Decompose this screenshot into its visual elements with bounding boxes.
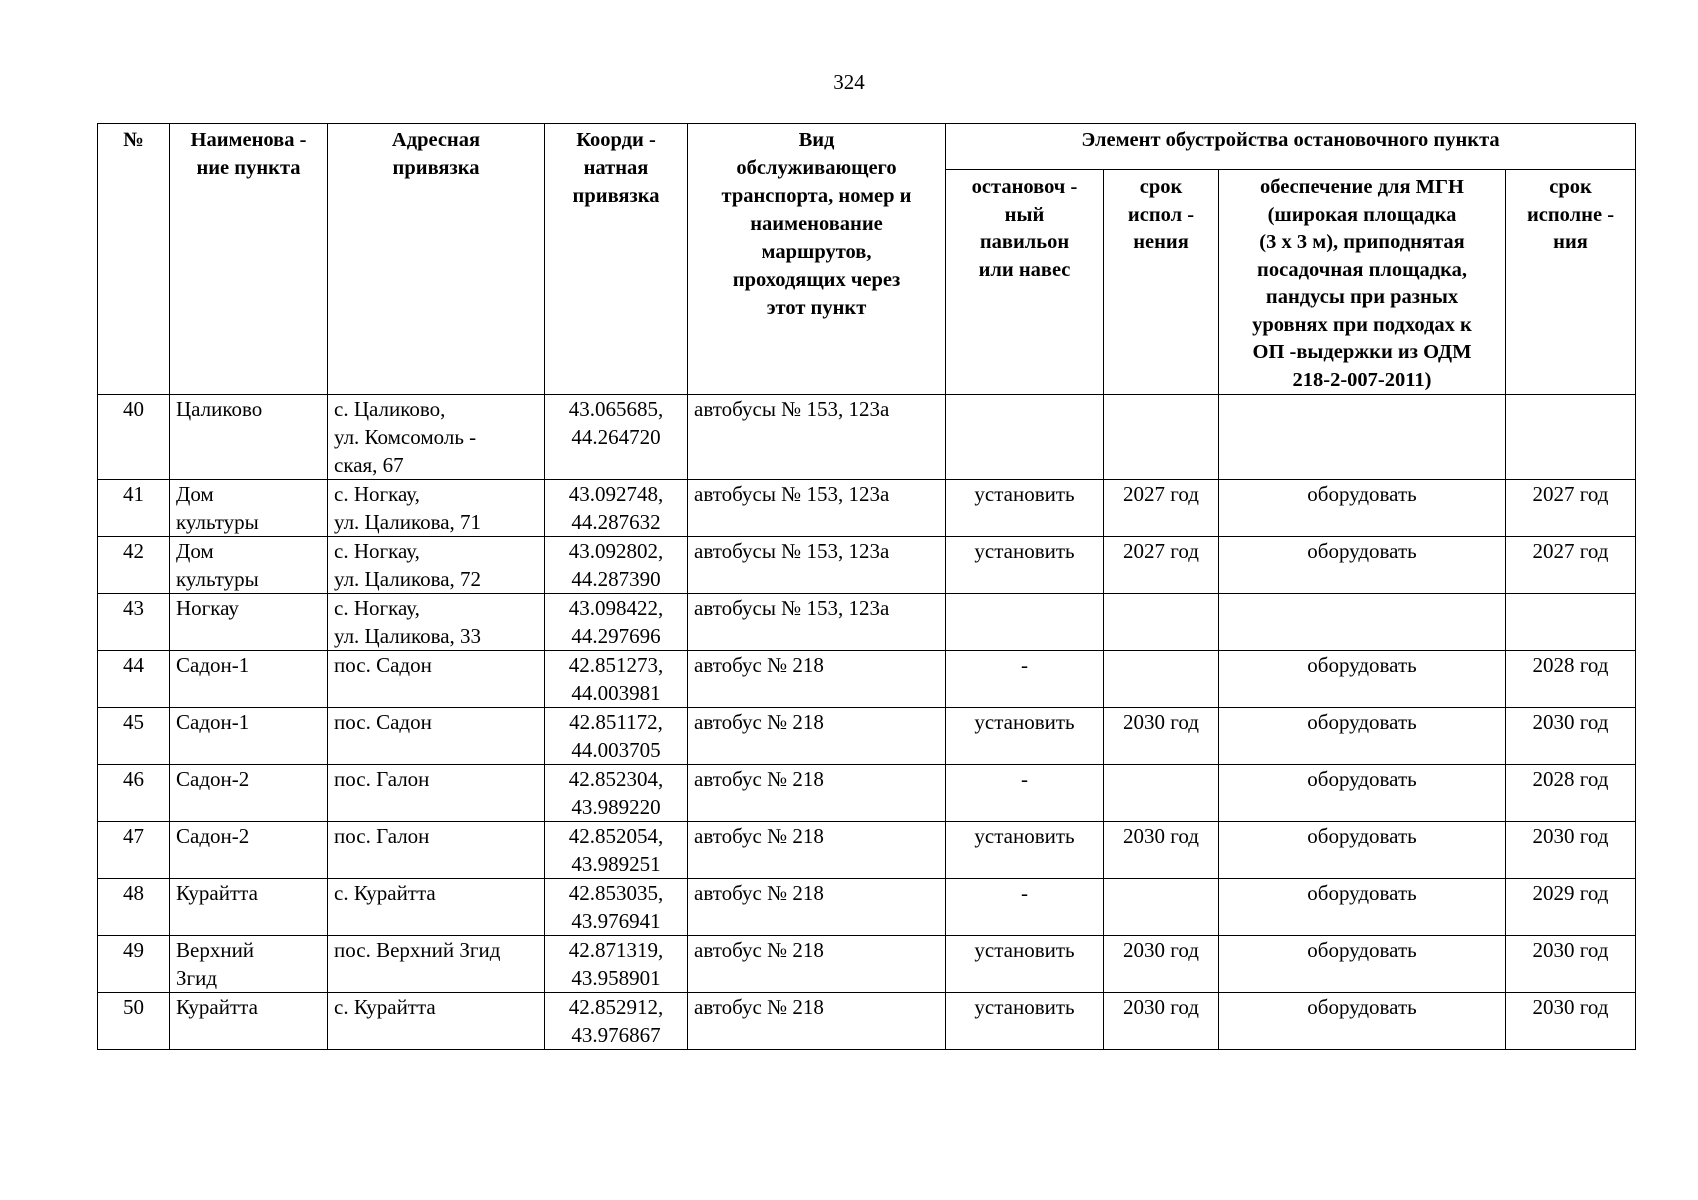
table-row xyxy=(98,594,1636,651)
cell-route: автобус № 218 xyxy=(688,765,946,822)
cell-route: автобусы № 153, 123а xyxy=(688,395,946,480)
cell-route: автобус № 218 xyxy=(688,822,946,879)
cell-num: 50 xyxy=(98,993,170,1050)
cell-address: пос. Галон xyxy=(328,822,545,879)
cell-address: с. Курайтта xyxy=(328,879,545,936)
cell-pavilion: - xyxy=(946,765,1104,822)
cell-name: Дом культуры xyxy=(170,480,328,537)
header-num: № xyxy=(98,124,170,395)
cell-coords: 42.871319, 43.958901 xyxy=(545,936,688,993)
header-term1: срок испол - нения xyxy=(1104,170,1219,395)
cell-route: автобус № 218 xyxy=(688,651,946,708)
cell-term1: 2030 год xyxy=(1104,708,1219,765)
cell-pavilion: установить xyxy=(946,708,1104,765)
cell-term1 xyxy=(1104,395,1219,480)
cell-coords: 42.852304, 43.989220 xyxy=(545,765,688,822)
cell-term1 xyxy=(1104,594,1219,651)
cell-mgn xyxy=(1219,594,1506,651)
cell-name: Садон-1 xyxy=(170,651,328,708)
cell-pavilion: - xyxy=(946,879,1104,936)
table-row xyxy=(98,936,1636,993)
cell-coords: 43.092748, 44.287632 xyxy=(545,480,688,537)
header-name: Наименова - ние пункта xyxy=(170,124,328,395)
page-number: 324 xyxy=(833,70,865,94)
cell-address: пос. Верхний Згид xyxy=(328,936,545,993)
cell-mgn: оборудовать xyxy=(1219,708,1506,765)
cell-coords: 43.065685, 44.264720 xyxy=(545,395,688,480)
cell-num: 47 xyxy=(98,822,170,879)
header-coords: Коорди - натная привязка xyxy=(545,124,688,395)
table-row xyxy=(98,395,1636,480)
header-row-top xyxy=(98,124,1636,170)
cell-pavilion: установить xyxy=(946,936,1104,993)
cell-address: с. Ногкау, ул. Цаликова, 71 xyxy=(328,480,545,537)
cell-coords: 42.852912, 43.976867 xyxy=(545,993,688,1050)
cell-mgn: оборудовать xyxy=(1219,651,1506,708)
cell-num: 41 xyxy=(98,480,170,537)
cell-num: 46 xyxy=(98,765,170,822)
cell-mgn xyxy=(1219,395,1506,480)
table-row xyxy=(98,480,1636,537)
header-pavilion: остановоч - ный павильон или навес xyxy=(946,170,1104,395)
cell-term1: 2030 год xyxy=(1104,822,1219,879)
cell-num: 45 xyxy=(98,708,170,765)
cell-term1: 2030 год xyxy=(1104,993,1219,1050)
cell-term1: 2030 год xyxy=(1104,936,1219,993)
header-mgn: обеспечение для МГН (широкая площадка (3 х 3 м), приподнятая посадочная площадка, пандусы при разных уровнях при подходах к ОП -выдержки из ОДМ 218-2-007-2011) xyxy=(1219,170,1506,395)
cell-pavilion: установить xyxy=(946,822,1104,879)
cell-mgn: оборудовать xyxy=(1219,993,1506,1050)
cell-term2 xyxy=(1506,594,1636,651)
cell-route: автобусы № 153, 123а xyxy=(688,537,946,594)
table-row xyxy=(98,537,1636,594)
table-body xyxy=(98,395,1636,1050)
cell-address: пос. Галон xyxy=(328,765,545,822)
cell-pavilion: установить xyxy=(946,537,1104,594)
cell-name: Курайтта xyxy=(170,879,328,936)
cell-num: 40 xyxy=(98,395,170,480)
cell-num: 48 xyxy=(98,879,170,936)
cell-mgn: оборудовать xyxy=(1219,879,1506,936)
cell-term1: 2027 год xyxy=(1104,480,1219,537)
cell-term1 xyxy=(1104,651,1219,708)
cell-term1: 2027 год xyxy=(1104,537,1219,594)
cell-pavilion xyxy=(946,395,1104,480)
cell-name: Цаликово xyxy=(170,395,328,480)
cell-pavilion xyxy=(946,594,1104,651)
cell-term1 xyxy=(1104,765,1219,822)
cell-mgn: оборудовать xyxy=(1219,936,1506,993)
cell-num: 42 xyxy=(98,537,170,594)
cell-name: Садон-2 xyxy=(170,822,328,879)
cell-term2: 2030 год xyxy=(1506,708,1636,765)
cell-term1 xyxy=(1104,879,1219,936)
cell-pavilion: установить xyxy=(946,993,1104,1050)
cell-name: Верхний Згид xyxy=(170,936,328,993)
header-address: Адресная привязка xyxy=(328,124,545,395)
table-row xyxy=(98,993,1636,1050)
cell-coords: 42.853035, 43.976941 xyxy=(545,879,688,936)
cell-coords: 42.852054, 43.989251 xyxy=(545,822,688,879)
cell-address: с. Ногкау, ул. Цаликова, 72 xyxy=(328,537,545,594)
cell-coords: 42.851172, 44.003705 xyxy=(545,708,688,765)
header-group: Элемент обустройства остановочного пункта xyxy=(946,124,1636,170)
cell-term2 xyxy=(1506,395,1636,480)
cell-address: пос. Садон xyxy=(328,651,545,708)
cell-coords: 42.851273, 44.003981 xyxy=(545,651,688,708)
cell-mgn: оборудовать xyxy=(1219,537,1506,594)
cell-route: автобус № 218 xyxy=(688,993,946,1050)
cell-address: с. Курайтта xyxy=(328,993,545,1050)
header-transport: Вид обслуживающего транспорта, номер и наименование маршрутов, проходящих через этот пункт xyxy=(688,124,946,395)
bus-stops-table xyxy=(97,123,1636,1050)
cell-pavilion: установить xyxy=(946,480,1104,537)
cell-route: автобус № 218 xyxy=(688,708,946,765)
cell-name: Курайтта xyxy=(170,993,328,1050)
cell-address: пос. Садон xyxy=(328,708,545,765)
cell-name: Садон-2 xyxy=(170,765,328,822)
cell-route: автобус № 218 xyxy=(688,879,946,936)
cell-term2: 2028 год xyxy=(1506,765,1636,822)
cell-coords: 43.098422, 44.297696 xyxy=(545,594,688,651)
cell-mgn: оборудовать xyxy=(1219,822,1506,879)
cell-term2: 2028 год xyxy=(1506,651,1636,708)
cell-term2: 2030 год xyxy=(1506,993,1636,1050)
cell-term2: 2027 год xyxy=(1506,537,1636,594)
cell-term2: 2029 год xyxy=(1506,879,1636,936)
table-row xyxy=(98,651,1636,708)
cell-num: 49 xyxy=(98,936,170,993)
header-term2: срок исполне - ния xyxy=(1506,170,1636,395)
cell-num: 44 xyxy=(98,651,170,708)
cell-route: автобусы № 153, 123а xyxy=(688,480,946,537)
cell-route: автобусы № 153, 123а xyxy=(688,594,946,651)
table-row xyxy=(98,765,1636,822)
cell-name: Садон-1 xyxy=(170,708,328,765)
cell-name: Ногкау xyxy=(170,594,328,651)
cell-num: 43 xyxy=(98,594,170,651)
cell-term2: 2027 год xyxy=(1506,480,1636,537)
cell-pavilion: - xyxy=(946,651,1104,708)
cell-address: с. Ногкау, ул. Цаликова, 33 xyxy=(328,594,545,651)
table-row xyxy=(98,879,1636,936)
cell-name: Дом культуры xyxy=(170,537,328,594)
cell-mgn: оборудовать xyxy=(1219,765,1506,822)
cell-address: с. Цаликово, ул. Комсомоль - ская, 67 xyxy=(328,395,545,480)
cell-route: автобус № 218 xyxy=(688,936,946,993)
cell-mgn: оборудовать xyxy=(1219,480,1506,537)
table-row xyxy=(98,708,1636,765)
cell-coords: 43.092802, 44.287390 xyxy=(545,537,688,594)
cell-term2: 2030 год xyxy=(1506,936,1636,993)
cell-term2: 2030 год xyxy=(1506,822,1636,879)
table-row xyxy=(98,822,1636,879)
